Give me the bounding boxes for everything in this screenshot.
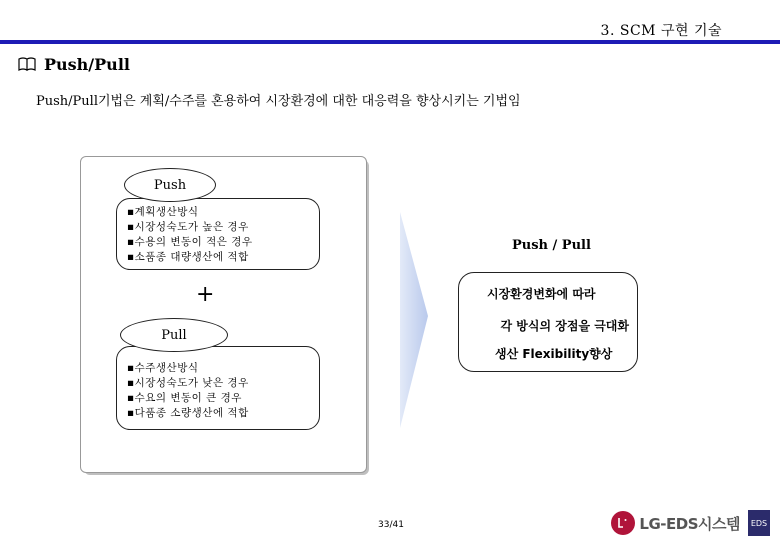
- logo-text: LG-EDS시스템: [639, 514, 740, 533]
- pull-bullet: ▪시장성숙도가 낮은 경우: [127, 377, 249, 389]
- pull-bullet-list: [117, 347, 319, 421]
- chevron-right-icon: [400, 212, 432, 428]
- pull-bullet: ▪수주생산방식: [127, 362, 199, 374]
- push-bullet: ▪계획생산방식: [127, 206, 199, 218]
- push-bullet: ▪소품종 대량생산에 적합: [127, 251, 249, 263]
- result-box: [458, 272, 638, 372]
- result-line: 생산 Flexibility향상: [495, 347, 613, 361]
- page-number: 33/41: [378, 520, 404, 530]
- push-bullet-list: [117, 199, 319, 265]
- pull-bullet: ▪수요의 변동이 큰 경우: [127, 392, 242, 404]
- push-bullet: ▪수용의 변동이 적은 경우: [127, 236, 253, 248]
- pull-detail-box: [116, 346, 320, 430]
- book-icon: [18, 57, 36, 71]
- push-label: Push: [124, 168, 216, 202]
- result-line: 각 방식의 장점을 극대화: [500, 319, 629, 333]
- logo-badge: EDS: [748, 510, 770, 536]
- pull-label: Pull: [120, 318, 228, 352]
- pull-bullet: ▪다품종 소량생산에 적합: [127, 407, 249, 419]
- push-detail-box: [116, 198, 320, 270]
- header-rule: [0, 40, 780, 44]
- heading-text: Push/Pull: [44, 54, 130, 74]
- push-bullet: ▪시장성숙도가 높은 경우: [127, 221, 249, 233]
- push-pull-label: Push / Pull: [512, 238, 591, 253]
- section-title: 3. SCM 구현 기술: [600, 23, 722, 39]
- heading: [18, 53, 130, 75]
- company-logo: [611, 509, 770, 537]
- result-line: 시장환경변화에 따라: [487, 287, 596, 301]
- lg-logo-icon: [611, 511, 635, 535]
- subtitle: Push/Pull기법은 계획/수주를 혼용하여 시장환경에 대한 대응력을 향상시키는 기법임: [36, 94, 521, 109]
- plus-sign: +: [196, 282, 215, 307]
